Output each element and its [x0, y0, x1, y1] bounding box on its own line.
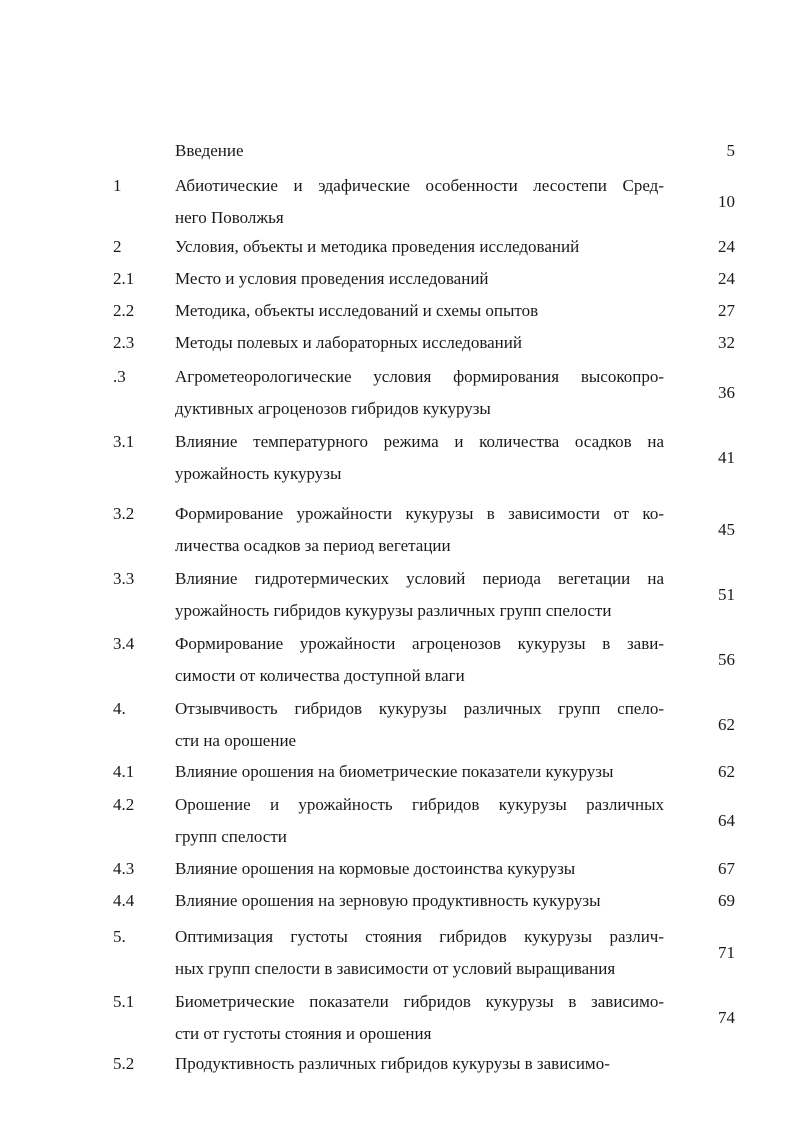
toc-entry-number: 4.3	[113, 859, 135, 878]
toc-entry-title-line: групп спелости	[175, 827, 287, 846]
toc-entry-title-line: Агрометеорологические условия формирования высокопро-	[175, 367, 664, 386]
toc-entry-number: 3.4	[113, 634, 135, 653]
toc-entry-title	[175, 327, 664, 359]
toc-entry-page-number: 10	[718, 192, 735, 211]
toc-entry-title-line: него Поволжья	[175, 208, 284, 227]
toc-entry	[0, 756, 793, 788]
toc-entry-title-line: Формирование урожайности агроценозов кукурузы в зави-	[175, 634, 664, 653]
toc-entry-title-line: Влияние температурного режима и количества осадков на	[175, 432, 664, 451]
toc-entry-number: 2.2	[113, 301, 135, 320]
toc-entry-number: 3.1	[113, 432, 135, 451]
toc-entry-title	[175, 563, 664, 627]
toc-entry-number: 4.	[113, 699, 126, 718]
toc-entry	[0, 1048, 793, 1080]
toc-entry-title-line: ных групп спелости в зависимости от условий выращивания	[175, 959, 616, 978]
toc-entry-title-line: Методика, объекты исследований и схемы опытов	[175, 301, 539, 320]
toc-entry-number: 5.2	[113, 1054, 135, 1073]
toc-entry	[0, 426, 793, 490]
toc-entry-title	[175, 756, 664, 788]
toc-entry-title	[175, 170, 664, 234]
toc-entry-number: 4.2	[113, 795, 135, 814]
toc-entry	[0, 885, 793, 917]
toc-entry-title-line: Введение	[175, 141, 244, 160]
toc-entry	[0, 170, 793, 234]
toc-entry-title-line: симости от количества доступной влаги	[175, 666, 465, 685]
toc-entry-title-line: Орошение и урожайность гибридов кукурузы различных	[175, 795, 664, 814]
toc-entry-title-line: Влияние гидротермических условий периода вегетации на	[175, 569, 664, 588]
toc-entry-number: 2.1	[113, 269, 135, 288]
toc-entry-title	[175, 361, 664, 425]
toc-entry-title	[175, 135, 664, 167]
toc-entry-title-line: сти на орошение	[175, 731, 297, 750]
toc-entry-number: 5.1	[113, 992, 135, 1011]
toc-entry-title	[175, 231, 664, 263]
toc-entry-title	[175, 426, 664, 490]
toc-entry-page-number: 62	[718, 762, 735, 781]
toc-entry	[0, 327, 793, 359]
toc-entry	[0, 498, 793, 562]
toc-entry	[0, 263, 793, 295]
toc-entry-page-number: 74	[718, 1008, 735, 1027]
toc-entry	[0, 853, 793, 885]
toc-entry-title	[175, 693, 664, 757]
toc-entry-page-number: 51	[718, 585, 735, 604]
toc-entry-title-line: урожайность кукурузы	[175, 464, 342, 483]
toc-entry-title	[175, 921, 664, 985]
toc-entry-title	[175, 986, 664, 1050]
toc-entry-number: 3.3	[113, 569, 135, 588]
toc-entry	[0, 921, 793, 985]
toc-entry-page-number: 24	[718, 237, 735, 256]
toc-entry-number: 2	[113, 237, 122, 256]
toc-entry-title	[175, 853, 664, 885]
toc-entry-title-line: Оптимизация густоты стояния гибридов кукурузы различ-	[175, 927, 664, 946]
toc-entry-title-line: сти от густоты стояния и орошения	[175, 1024, 432, 1043]
toc-entry-number: 3.2	[113, 504, 135, 523]
toc-entry	[0, 628, 793, 692]
toc-entry-title-line: Продуктивность различных гибридов кукурузы в зависимо-	[175, 1054, 610, 1073]
toc-entry-number: 4.1	[113, 762, 135, 781]
toc-entry-title	[175, 789, 664, 853]
toc-entry	[0, 135, 793, 167]
toc-entry	[0, 789, 793, 853]
toc-entry-title-line: Условия, объекты и методика проведения исследований	[175, 237, 580, 256]
toc-entry-title-line: дуктивных агроценозов гибридов кукурузы	[175, 399, 491, 418]
toc-entry	[0, 361, 793, 425]
toc-entry-title-line: Формирование урожайности кукурузы в зависимости от ко-	[175, 504, 664, 523]
toc-entry-title-line: Абиотические и эдафические особенности лесостепи Сред-	[175, 176, 664, 195]
toc-entry-title-line: Влияние орошения на кормовые достоинства кукурузы	[175, 859, 576, 878]
toc-entry-page-number: 69	[718, 891, 735, 910]
toc-entry-title-line: Методы полевых и лабораторных исследований	[175, 333, 522, 352]
toc-entry-title-line: Биометрические показатели гибридов кукурузы в зависимо-	[175, 992, 664, 1011]
toc-entry-page-number: 5	[726, 141, 735, 160]
toc-entry-title	[175, 263, 664, 295]
toc-entry-page-number: 64	[718, 811, 735, 830]
toc-entry-number: 2.3	[113, 333, 135, 352]
toc-entry-number: 4.4	[113, 891, 135, 910]
toc-entry-title-line: личества осадков за период вегетации	[175, 536, 451, 555]
toc-entry-title	[175, 885, 664, 917]
toc-entry-page-number: 56	[718, 650, 735, 669]
toc-entry-number: 1	[113, 176, 122, 195]
toc-entry-title	[175, 628, 664, 692]
toc-entry-title-line: урожайность гибридов кукурузы различных групп спелости	[175, 601, 612, 620]
toc-entry	[0, 563, 793, 627]
toc-entry-page-number: 67	[718, 859, 735, 878]
toc-entry	[0, 231, 793, 263]
toc-entry-page-number: 41	[718, 448, 735, 467]
toc-entry	[0, 693, 793, 757]
toc-entry-number: .3	[113, 367, 126, 386]
toc-entry-title-line: Отзывчивость гибридов кукурузы различных групп спело-	[175, 699, 664, 718]
toc-entry-title	[175, 295, 664, 327]
toc-entry-title	[175, 498, 664, 562]
toc-entry-title	[175, 1048, 664, 1080]
toc-entry-page-number: 71	[718, 943, 735, 962]
toc-entry-page-number: 24	[718, 269, 735, 288]
toc-entry-page-number: 32	[718, 333, 735, 352]
toc-entry	[0, 295, 793, 327]
toc-entry-title-line: Влияние орошения на биометрические показатели кукурузы	[175, 762, 614, 781]
toc-entry-title-line: Место и условия проведения исследований	[175, 269, 489, 288]
toc-entry-title-line: Влияние орошения на зерновую продуктивность кукурузы	[175, 891, 601, 910]
toc-entry	[0, 986, 793, 1050]
toc-entry-page-number: 45	[718, 520, 735, 539]
toc-entry-page-number: 62	[718, 715, 735, 734]
toc-entry-page-number: 27	[718, 301, 735, 320]
toc-entry-number: 5.	[113, 927, 126, 946]
toc-entry-page-number: 36	[718, 383, 735, 402]
